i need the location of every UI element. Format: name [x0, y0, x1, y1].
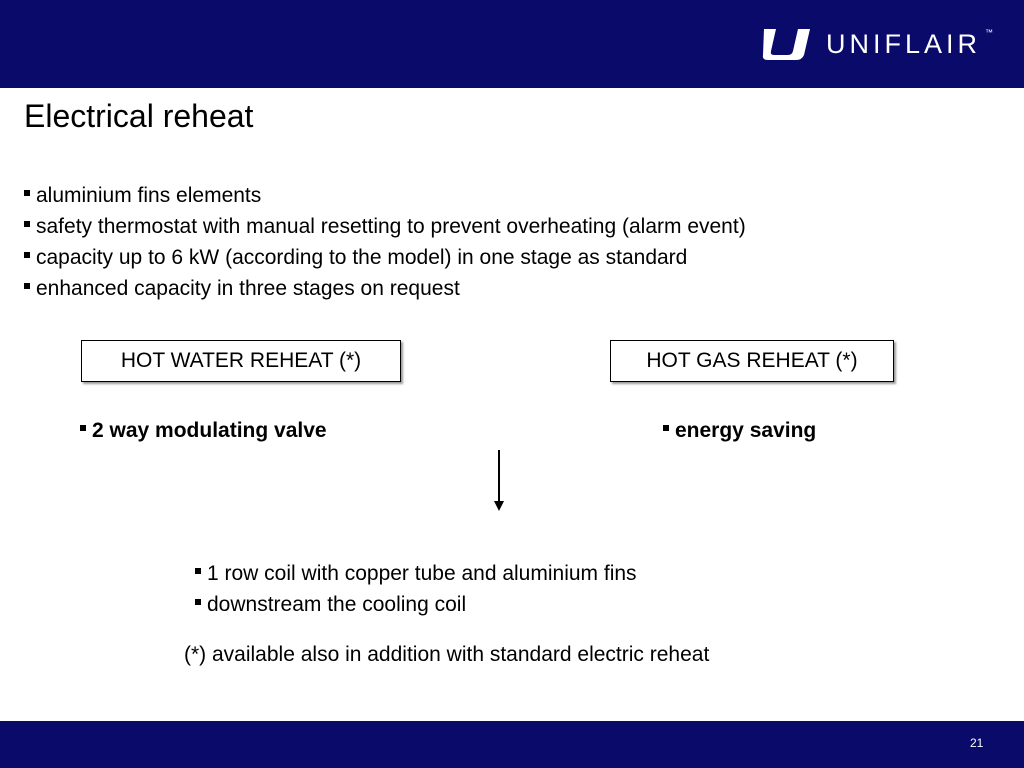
- bullet-square-icon: [195, 599, 201, 605]
- bullet-square-icon: [195, 568, 201, 574]
- uniflair-u-icon: [762, 27, 818, 61]
- uniflair-logo: [762, 26, 994, 62]
- list-item: safety thermostat with manual resetting to prevent overheating (alarm event): [24, 211, 746, 242]
- list-item: enhanced capacity in three stages on request: [24, 273, 746, 304]
- availability-note: (*) available also in addition with standard electric reheat: [184, 643, 710, 666]
- hot-gas-feature: energy saving: [663, 419, 816, 443]
- list-item: capacity up to 6 kW (according to the model) in one stage as standard: [24, 242, 746, 273]
- trademark: ™: [985, 28, 994, 37]
- slide-title: Electrical reheat: [24, 98, 254, 134]
- list-item: aluminium fins elements: [24, 180, 746, 211]
- bullet-square-icon: [663, 425, 669, 431]
- bullet-square-icon: [24, 283, 30, 289]
- electrical-reheat-bullets: [24, 180, 746, 304]
- coil-bullets: [195, 558, 637, 620]
- bullet-square-icon: [80, 425, 86, 431]
- bullet-square-icon: [24, 221, 30, 227]
- footer-bar: [0, 721, 1024, 768]
- bullet-square-icon: [24, 190, 30, 196]
- hot-water-feature: 2 way modulating valve: [80, 419, 327, 443]
- bullet-square-icon: [24, 252, 30, 258]
- logo-text: UNIFLAIR: [826, 29, 982, 59]
- hot-water-reheat-box: HOT WATER REHEAT (*): [81, 340, 401, 382]
- hot-gas-reheat-box: HOT GAS REHEAT (*): [610, 340, 894, 382]
- down-arrow-icon: [489, 450, 509, 512]
- list-item: downstream the cooling coil: [195, 589, 637, 620]
- page-number: 21: [970, 736, 984, 750]
- list-item: 1 row coil with copper tube and aluminium fins: [195, 558, 637, 589]
- header-bar: [0, 0, 1024, 88]
